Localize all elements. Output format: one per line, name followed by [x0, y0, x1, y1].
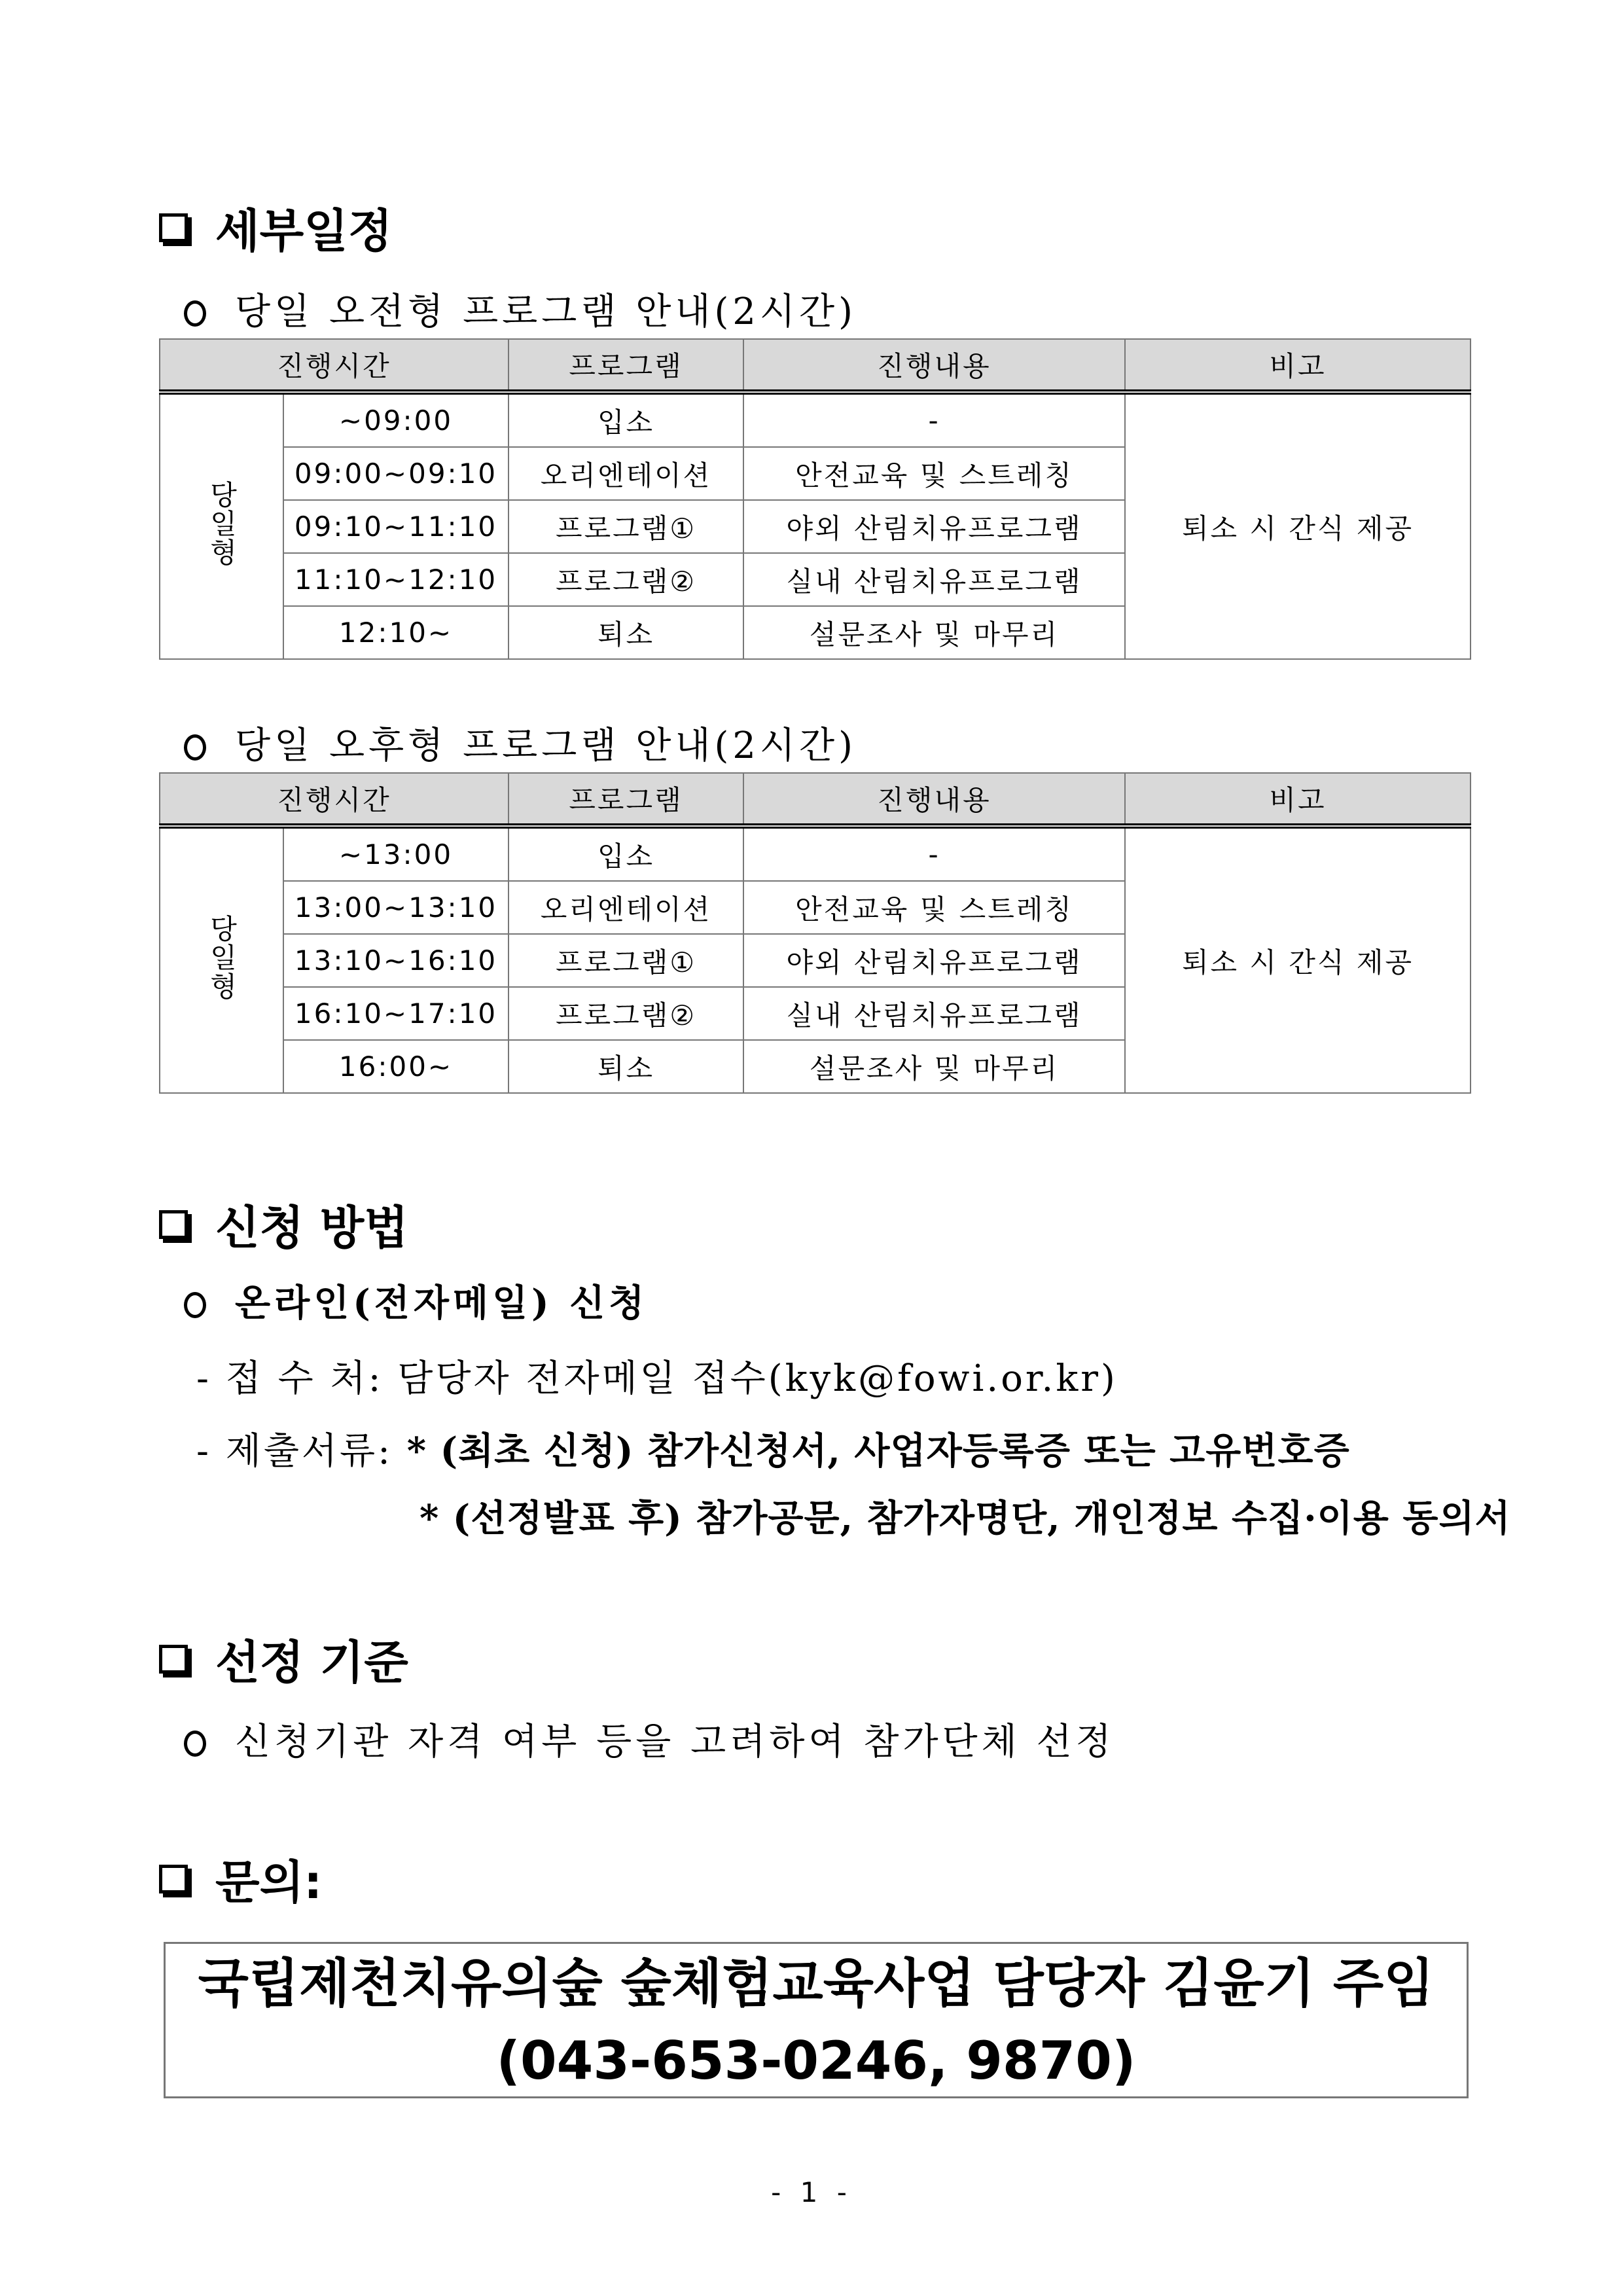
docs-after-selection: * (선정발표 후) 참가공문, 참가자명단, 개인정보 수집·이용 동의서: [419, 1497, 1511, 1540]
header-cell: 진행내용: [743, 773, 1125, 826]
section-heading-criteria: [159, 1626, 408, 1692]
content-cell: 실내 산림치유프로그램: [743, 987, 1125, 1040]
table-header-row: [160, 773, 1471, 826]
program-cell: 입소: [508, 826, 743, 881]
page-number: - 1 -: [771, 2176, 852, 2208]
header-cell: 프로그램: [508, 339, 743, 392]
content-cell: 설문조사 및 마무리: [743, 1040, 1125, 1093]
criteria-text: 신청기관 자격 여부 등을 고려하여 참가단체 선정: [235, 1721, 1115, 1763]
heading-text: 선정 기준: [215, 1636, 408, 1689]
subtitle-text: 당일 오후형 프로그램 안내(2시간): [235, 725, 857, 767]
apply-method: [184, 1274, 648, 1327]
program-cell: 프로그램②: [508, 553, 743, 606]
program-cell: 입소: [508, 392, 743, 447]
table-row: [160, 392, 1471, 447]
group-label: 당일형: [205, 480, 238, 567]
program-cell: 퇴소: [508, 1040, 743, 1093]
receipt-line: [196, 1350, 1118, 1402]
content-cell: 실내 산림치유프로그램: [743, 553, 1125, 606]
section-heading-contact: [159, 1846, 322, 1912]
method-text: 온라인(전자메일) 신청: [235, 1282, 649, 1325]
square-bullet-icon: [159, 213, 188, 242]
square-bullet-icon: [159, 1210, 188, 1239]
time-cell: ~13:00: [283, 826, 508, 881]
subtitle-text: 당일 오전형 프로그램 안내(2시간): [235, 291, 857, 333]
circle-bullet-icon: [184, 734, 206, 761]
contact-box: [164, 1942, 1469, 2098]
header-cell: 진행내용: [743, 339, 1125, 392]
content-cell: -: [743, 392, 1125, 447]
program-cell: 프로그램②: [508, 987, 743, 1040]
heading-text: 세부일정: [215, 204, 393, 258]
receipt-value: 담당자 전자메일 접수(kyk@fowi.or.kr): [397, 1357, 1118, 1400]
table-row: [160, 826, 1471, 881]
square-bullet-icon: [159, 1645, 188, 1674]
contact-person: 국립제천치유의숲 숲체험교육사업 담당자 김윤기 주임: [198, 1953, 1435, 2014]
time-cell: 11:10~12:10: [283, 553, 508, 606]
time-cell: 09:00~09:10: [283, 447, 508, 500]
time-cell: ~09:00: [283, 392, 508, 447]
time-cell: 16:10~17:10: [283, 987, 508, 1040]
content-cell: 설문조사 및 마무리: [743, 606, 1125, 659]
time-cell: 13:00~13:10: [283, 881, 508, 934]
note-cell: 퇴소 시 간식 제공: [1125, 392, 1471, 659]
morning-subtitle: [184, 283, 857, 335]
content-cell: 안전교육 및 스트레칭: [743, 881, 1125, 934]
table-header-row: [160, 339, 1471, 392]
receipt-label: - 접 수 처:: [196, 1357, 383, 1400]
program-cell: 오리엔테이션: [508, 447, 743, 500]
circle-bullet-icon: [184, 1731, 206, 1757]
circle-bullet-icon: [184, 1292, 206, 1318]
group-label: 당일형: [205, 914, 238, 1001]
header-cell: 프로그램: [508, 773, 743, 826]
header-cell: 비고: [1125, 773, 1471, 826]
program-cell: 오리엔테이션: [508, 881, 743, 934]
note-cell: 퇴소 시 간식 제공: [1125, 826, 1471, 1093]
square-bullet-icon: [159, 1865, 188, 1893]
program-cell: 프로그램①: [508, 934, 743, 987]
header-cell: 비고: [1125, 339, 1471, 392]
contact-phone: (043-653-0246, 9870): [496, 2030, 1136, 2091]
section-heading-apply: [159, 1191, 408, 1257]
heading-text: 신청 방법: [215, 1201, 408, 1255]
time-cell: 16:00~: [283, 1040, 508, 1093]
section-heading-schedule: [159, 194, 392, 260]
group-cell: [160, 826, 283, 1093]
circle-bullet-icon: [184, 300, 206, 327]
time-cell: 09:10~11:10: [283, 500, 508, 553]
group-cell: [160, 392, 283, 659]
afternoon-subtitle: [184, 717, 857, 769]
header-cell: 진행시간: [160, 773, 508, 826]
docs-initial: * (최초 신청) 참가신청서, 사업자등록증 또는 고유번호증: [406, 1429, 1350, 1473]
docs-line: [196, 1422, 1350, 1475]
program-cell: 프로그램①: [508, 500, 743, 553]
content-cell: 안전교육 및 스트레칭: [743, 447, 1125, 500]
afternoon-table: [159, 772, 1471, 1094]
content-cell: -: [743, 826, 1125, 881]
content-cell: 야외 산림치유프로그램: [743, 934, 1125, 987]
morning-table: [159, 338, 1471, 660]
header-cell: 진행시간: [160, 339, 508, 392]
docs-label: - 제출서류:: [196, 1430, 393, 1473]
time-cell: 13:10~16:10: [283, 934, 508, 987]
content-cell: 야외 산림치유프로그램: [743, 500, 1125, 553]
time-cell: 12:10~: [283, 606, 508, 659]
program-cell: 퇴소: [508, 606, 743, 659]
heading-text: 문의:: [215, 1856, 323, 1909]
criteria-line: [184, 1713, 1115, 1765]
